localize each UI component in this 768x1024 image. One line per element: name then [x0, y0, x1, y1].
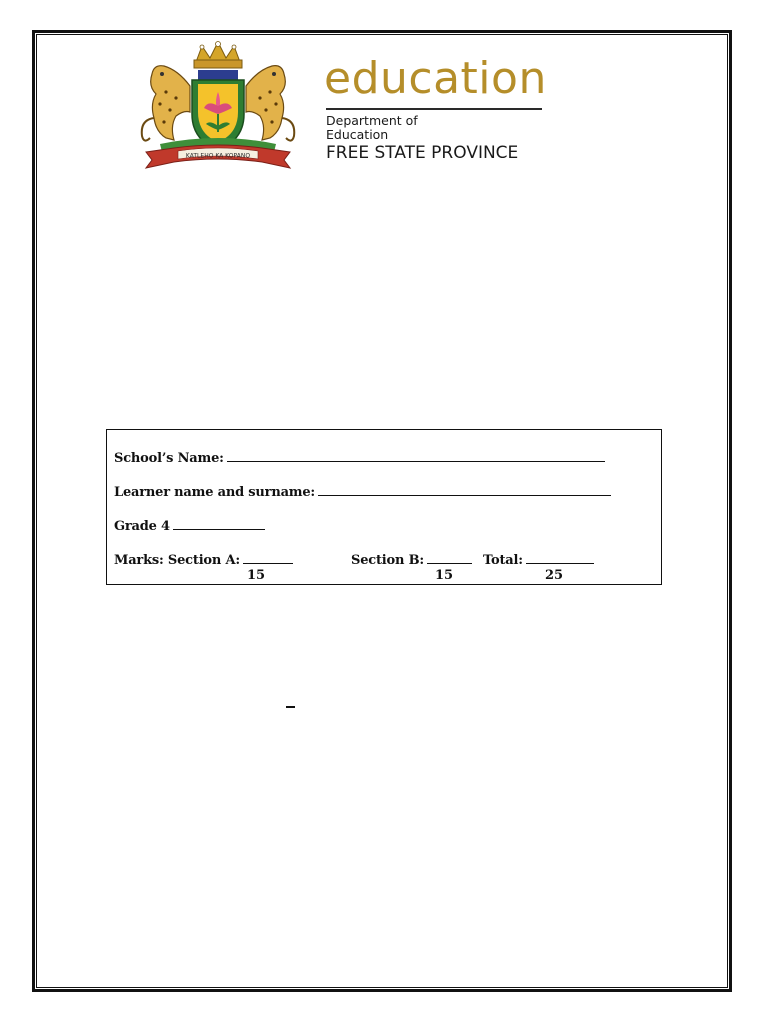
total-line: [483, 551, 594, 568]
dept-line-1: Department of: [326, 113, 418, 128]
total-max: 25: [545, 568, 564, 583]
section-a-max: 15: [247, 568, 266, 583]
leopard-left-icon: [142, 66, 190, 141]
marks-line: [114, 551, 293, 568]
learner-name-label: Learner name and surname:: [114, 485, 316, 500]
school-name-label: School’s Name:: [114, 451, 224, 466]
section-b-max: 15: [435, 568, 454, 583]
section-a-field[interactable]: [243, 551, 293, 564]
province-name: FREE STATE PROVINCE: [326, 143, 519, 163]
section-b-field[interactable]: [427, 551, 472, 564]
section-b-label: Section B:: [351, 553, 424, 568]
logo-word: education: [324, 53, 547, 104]
stray-dash: [286, 706, 295, 708]
school-name-line: [114, 449, 605, 466]
total-field[interactable]: [526, 551, 594, 564]
school-name-field[interactable]: [227, 449, 605, 462]
learner-info-box: [106, 429, 662, 585]
crown-icon: [194, 42, 242, 69]
total-label: Total:: [483, 553, 523, 568]
motto-ribbon: [146, 145, 290, 168]
grade-line: [114, 517, 265, 534]
logo-divider: [326, 108, 542, 110]
department-logo: [324, 53, 554, 163]
section-a-label: Marks: Section A:: [114, 553, 240, 568]
grade-label: Grade 4: [114, 519, 170, 534]
coat-of-arms-icon: [134, 40, 302, 172]
leopard-right-icon: [246, 66, 294, 141]
learner-name-line: [114, 483, 611, 500]
crest-motto: KATLEHO KA KOPANO: [185, 152, 251, 160]
learner-name-field[interactable]: [318, 483, 611, 496]
dept-line-2: Education: [326, 127, 389, 142]
grade-field[interactable]: [173, 517, 265, 530]
section-b-line: [351, 551, 472, 568]
